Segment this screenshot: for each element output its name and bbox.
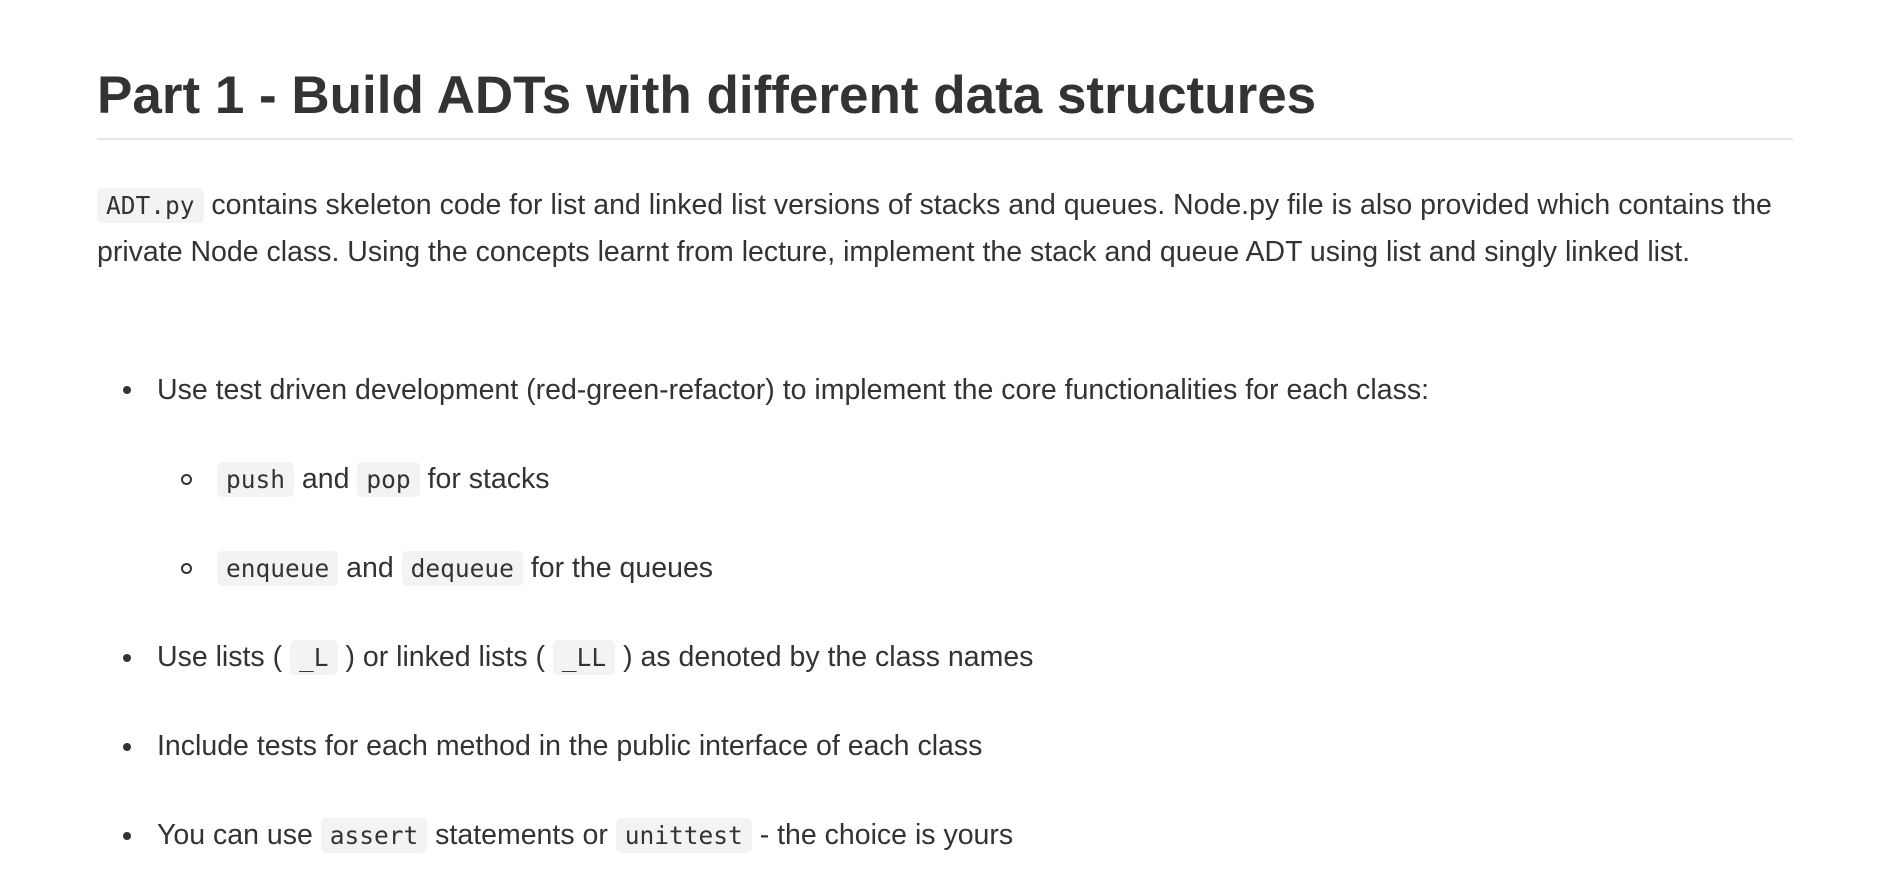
heading-divider (97, 138, 1793, 140)
bullet-disc-icon (123, 832, 131, 840)
list-item-text: Use lists ( (157, 641, 291, 673)
inline-code-enqueue: enqueue (217, 551, 338, 586)
list-item-text: and (294, 463, 358, 495)
list-item-text: statements or (427, 819, 616, 851)
list-item-text: Use test driven development (red-green-refactor) to implement the core functionalities for each class: (157, 374, 1430, 406)
section-heading: Part 1 - Build ADTs with different data structures (97, 66, 1317, 125)
list-item-text: Include tests for each method in the public interface of each class (157, 730, 983, 762)
list-item-assert (157, 815, 1013, 856)
inline-code-push: push (217, 462, 294, 497)
bullet-disc-icon (123, 654, 131, 662)
list-item-text: You can use (157, 819, 321, 851)
list-item-text: - the choice is yours (751, 819, 1014, 851)
inline-code-l: _L (290, 640, 338, 675)
list-item-lists (157, 637, 1033, 678)
sub-list-item-stacks (217, 459, 550, 500)
sub-list-item-queues (217, 548, 713, 589)
list-item-text: ) or linked lists ( (337, 641, 553, 673)
list-item-text: for stacks (419, 463, 550, 495)
inline-code-ll: _LL (553, 640, 615, 675)
list-item-text: for the queues (522, 552, 714, 584)
intro-text: contains skeleton code for list and linked list versions of stacks and queues. Node.py file is also provided which contains the private Node class. Using the concepts learnt from lecture, implement the stack and queue ADT using list and singly linked list. (97, 189, 1772, 268)
list-item-tdd (157, 370, 1429, 410)
bullet-disc-icon (123, 386, 131, 394)
bullet-disc-icon (123, 743, 131, 751)
bullet-circle-icon (181, 474, 192, 485)
list-item-tests (157, 726, 982, 766)
inline-code-assert: assert (321, 818, 428, 853)
list-item-text: ) as denoted by the class names (615, 641, 1034, 673)
list-item-text: and (338, 552, 402, 584)
inline-code-unittest: unittest (616, 818, 752, 853)
inline-code-pop: pop (357, 462, 419, 497)
inline-code-dequeue: dequeue (402, 551, 523, 586)
intro-paragraph (97, 182, 1793, 275)
inline-code-adt-file: ADT.py (97, 188, 204, 223)
bullet-circle-icon (181, 563, 192, 574)
